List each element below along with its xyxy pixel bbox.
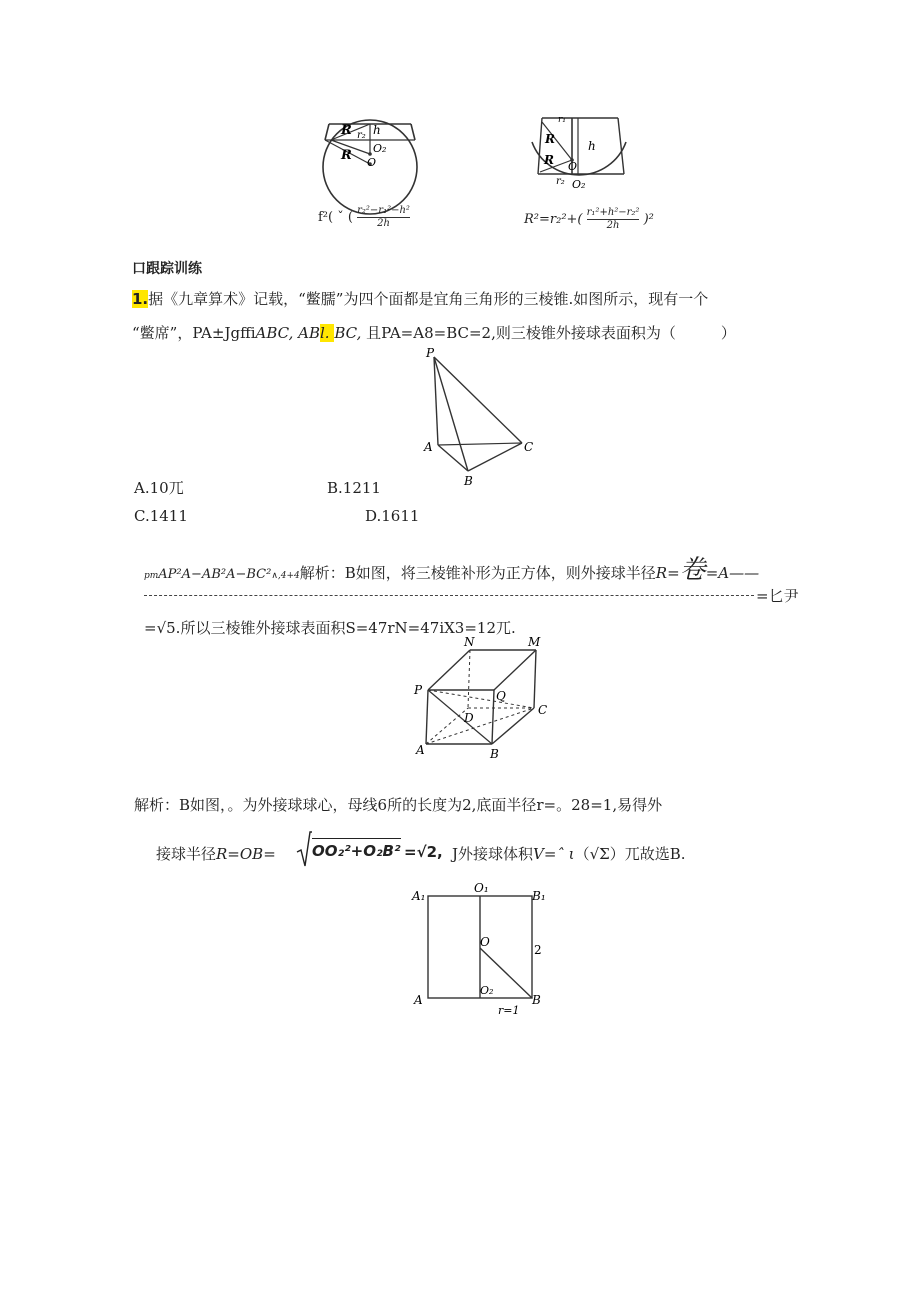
- formula-left-lead: f²(: [318, 210, 334, 225]
- question-1-line-1: [132, 289, 708, 309]
- sol2-line2-b: J外接球体积: [452, 845, 534, 863]
- label-R-lower-right: R: [544, 153, 554, 167]
- formula-left-num: r₂²−r₁²−h²: [357, 205, 410, 216]
- label-A1: A₁: [412, 889, 426, 903]
- sol1-text: 解析：B如图，将三棱锥补形为正方体，则外接球半径: [299, 564, 656, 582]
- solution-1-line-1: [144, 555, 760, 586]
- sol1-R-eq: R=: [655, 564, 680, 582]
- label-h: h: [373, 123, 381, 137]
- label-O2: O₂: [373, 142, 387, 155]
- solution-1-line-3: =√5.所以三棱锥外接球表面积S=47rN=47iX3=12兀.: [144, 619, 516, 637]
- solution-dashed-line: [144, 595, 754, 596]
- formula-right: [524, 207, 654, 232]
- sol1-tiny-suffix: ∧,4+4: [271, 571, 300, 581]
- option-A[interactable]: A.10兀: [134, 479, 184, 497]
- label-M: M: [528, 635, 541, 649]
- q1-line2-b: ABC, AB: [255, 324, 320, 342]
- label-O: O: [367, 156, 377, 169]
- sol2-V: V=ˆ ι: [533, 845, 575, 863]
- formula-left-den: 2h: [377, 218, 390, 229]
- solution-2-line-2: [156, 844, 276, 864]
- label-B-rect: B: [532, 993, 541, 1007]
- sol2-R-OB: R=OB=: [216, 845, 276, 863]
- label-Q: Q: [496, 689, 506, 703]
- label-P-cube: P: [414, 683, 423, 697]
- figure-sphere-frustum-right: [528, 112, 638, 204]
- sol2-line2-c: （√Σ）兀故选B.: [574, 845, 686, 863]
- label-A: A: [424, 440, 433, 454]
- question-number: 1.: [132, 290, 149, 308]
- option-C[interactable]: C.1411: [134, 507, 188, 525]
- label-R-lower: R: [341, 148, 352, 163]
- label-two: 2: [534, 943, 542, 957]
- sol1-big-char: 卷: [679, 555, 706, 585]
- sqrt-sign: [296, 830, 312, 870]
- sol1-after-big: =A——: [705, 564, 760, 582]
- q1-line2-c: BC,: [334, 324, 362, 342]
- solution-dash-end: =匕尹: [756, 587, 799, 605]
- sol1-formula: AP²A−AB²A−BC²: [158, 567, 272, 582]
- sqrt-inner: OO₂²+O₂B²: [312, 838, 401, 861]
- label-P: P: [426, 346, 435, 360]
- label-O1: O₁: [474, 881, 489, 895]
- solution-2-line-2-tail: [452, 844, 686, 864]
- figure-cube: [410, 632, 560, 772]
- figure-pyramid: [420, 343, 544, 487]
- label-r2: r₂: [357, 130, 366, 141]
- label-A-rect: A: [414, 993, 423, 1007]
- q1-line2-a: “鳖席”，PA±Jgffi: [132, 324, 256, 342]
- sqrt-result: =√2,: [404, 843, 443, 861]
- label-B-cube: B: [490, 747, 499, 761]
- sol1-tiny-prefix: pт: [144, 571, 159, 581]
- label-h-right: h: [588, 139, 596, 153]
- formula-right-close: )²: [643, 212, 654, 227]
- formula-left-open: (: [347, 210, 353, 225]
- formula-left: [318, 205, 410, 230]
- formula-right-den: 2h: [606, 220, 620, 231]
- label-r1-rect: r=1: [498, 1004, 520, 1017]
- formula-right-num: r₁²+h²−r₂²: [586, 207, 640, 218]
- option-D[interactable]: D.1611: [365, 507, 420, 525]
- q1-line2-hl: l.: [320, 324, 335, 342]
- label-O-rect: O: [480, 935, 490, 949]
- label-A-cube: A: [416, 743, 425, 757]
- label-r1: r₁: [558, 115, 566, 125]
- formula-right-lead: R²=r₂²+(: [524, 212, 583, 227]
- label-R-upper-right: R: [545, 132, 555, 146]
- label-O2-rect: O₂: [480, 984, 494, 997]
- question-1-text: 据《九章算术》记载，“鳖臑”为四个面都是宜角三角形的三棱锥.如图所示，现有一个: [148, 290, 709, 308]
- label-C-cube: C: [538, 703, 548, 717]
- figure-cylinder-section: [408, 880, 558, 1020]
- label-r2-right: r₂: [556, 176, 565, 187]
- label-O2-right: O₂: [572, 178, 586, 191]
- option-B[interactable]: B.1211: [327, 479, 381, 497]
- label-D: D: [464, 711, 474, 725]
- label-R-upper: R: [341, 123, 352, 138]
- formula-left-mark: ˇ: [337, 210, 344, 225]
- sol2-line2-a: 接球半径: [156, 845, 217, 863]
- label-N: N: [464, 635, 475, 649]
- q1-line2-d: 且PA=A8=BC=2,则三棱锥外接球表面积为（ ）: [361, 324, 736, 342]
- label-B1: B₁: [532, 889, 546, 903]
- label-C: C: [524, 440, 534, 454]
- section-title: 口跟踪训练: [132, 261, 202, 277]
- solution-2-line-1: 解析：B如图，。为外接球球心，母线6所的长度为2,底面半径r=。28=1,易得外: [134, 796, 663, 814]
- label-O-right: O: [568, 160, 578, 173]
- label-B: B: [464, 474, 473, 487]
- question-1-line-2: [132, 323, 736, 343]
